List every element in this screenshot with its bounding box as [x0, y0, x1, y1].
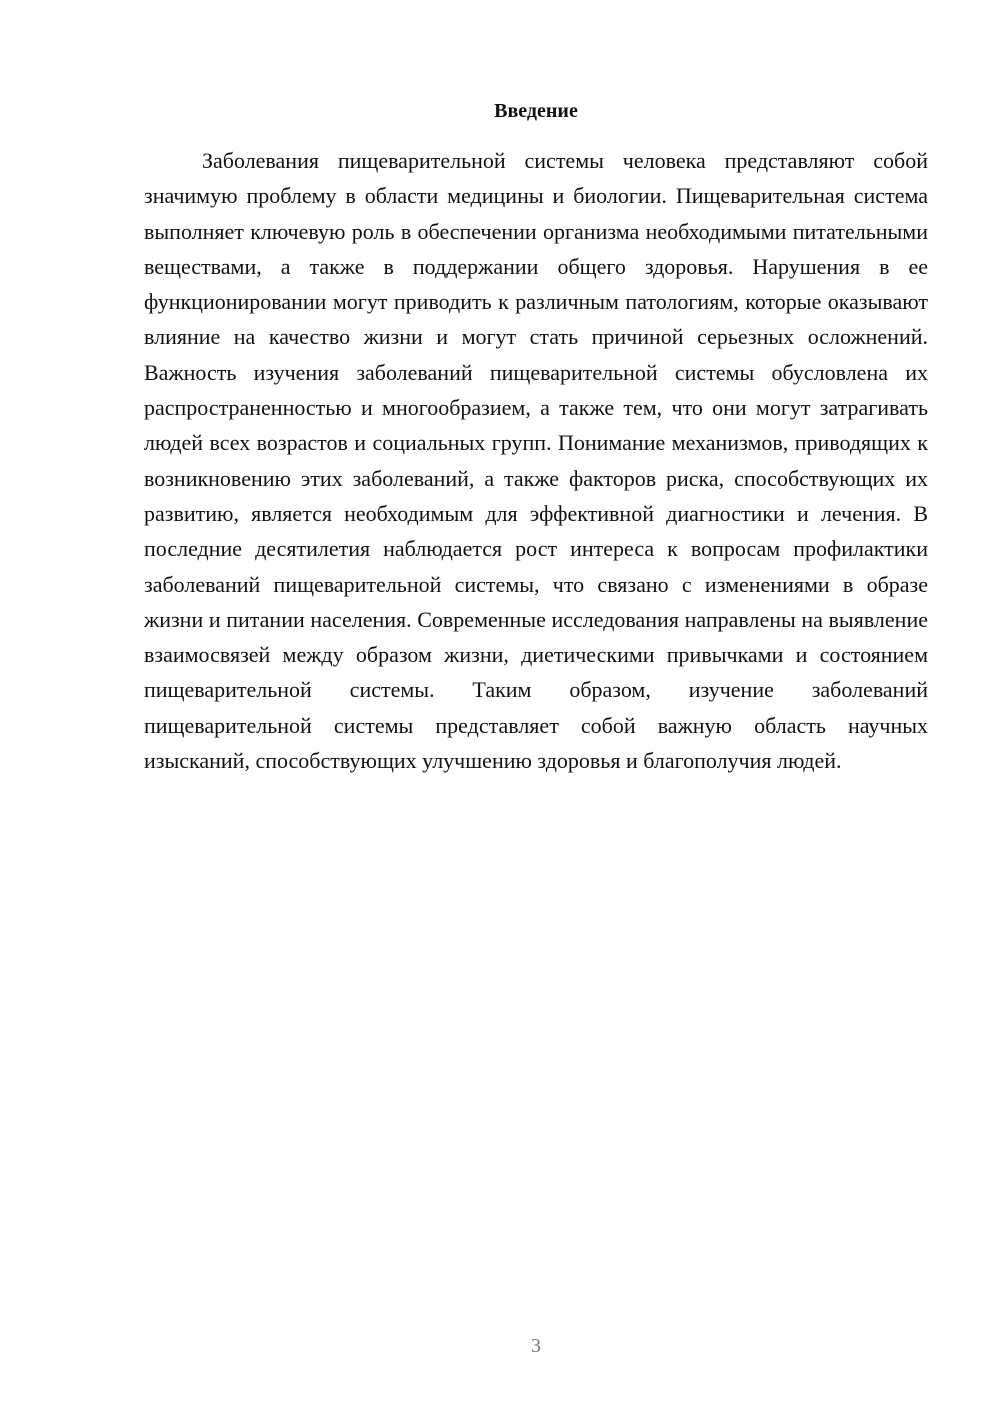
page-number: 3 — [531, 1335, 541, 1357]
section-heading: Введение — [494, 100, 578, 122]
body-paragraph: Заболевания пищеварительной системы человека представляют собой значимую проблему в области медицины и биологии. Пищеварительная система выполняет ключевую роль в обеспечении организма необходимыми питательными веществами, а также в поддержании общего здоровья. Нарушения в ее функционировании могут приводить к различным патологиям, которые оказывают влияние на качество жизни и могут стать причиной серьезных осложнений. Важность изучения заболеваний пищеварительной системы обусловлена их распространенностью и многообразием, а также тем, что они могут затрагивать людей всех возрастов и социальных групп. Понимание механизмов, приводящих к возникновению этих заболеваний, а также факторов риска, способствующих их развитию, является необходимым для эффективной диагностики и лечения. В последние десятилетия наблюдается рост интереса к вопросам профилактики заболеваний пищеварительной системы, что связано с изменениями в образе жизни и питании населения. Современные исследования направлены на выявление взаимосвязей между образом жизни, диетическими привычками и состоянием пищеварительной системы. Таким образом, изучение заболеваний пищеварительной системы представляет собой важную область научных изысканий, способствующих улучшению здоровья и благополучия людей. — [144, 148, 928, 774]
